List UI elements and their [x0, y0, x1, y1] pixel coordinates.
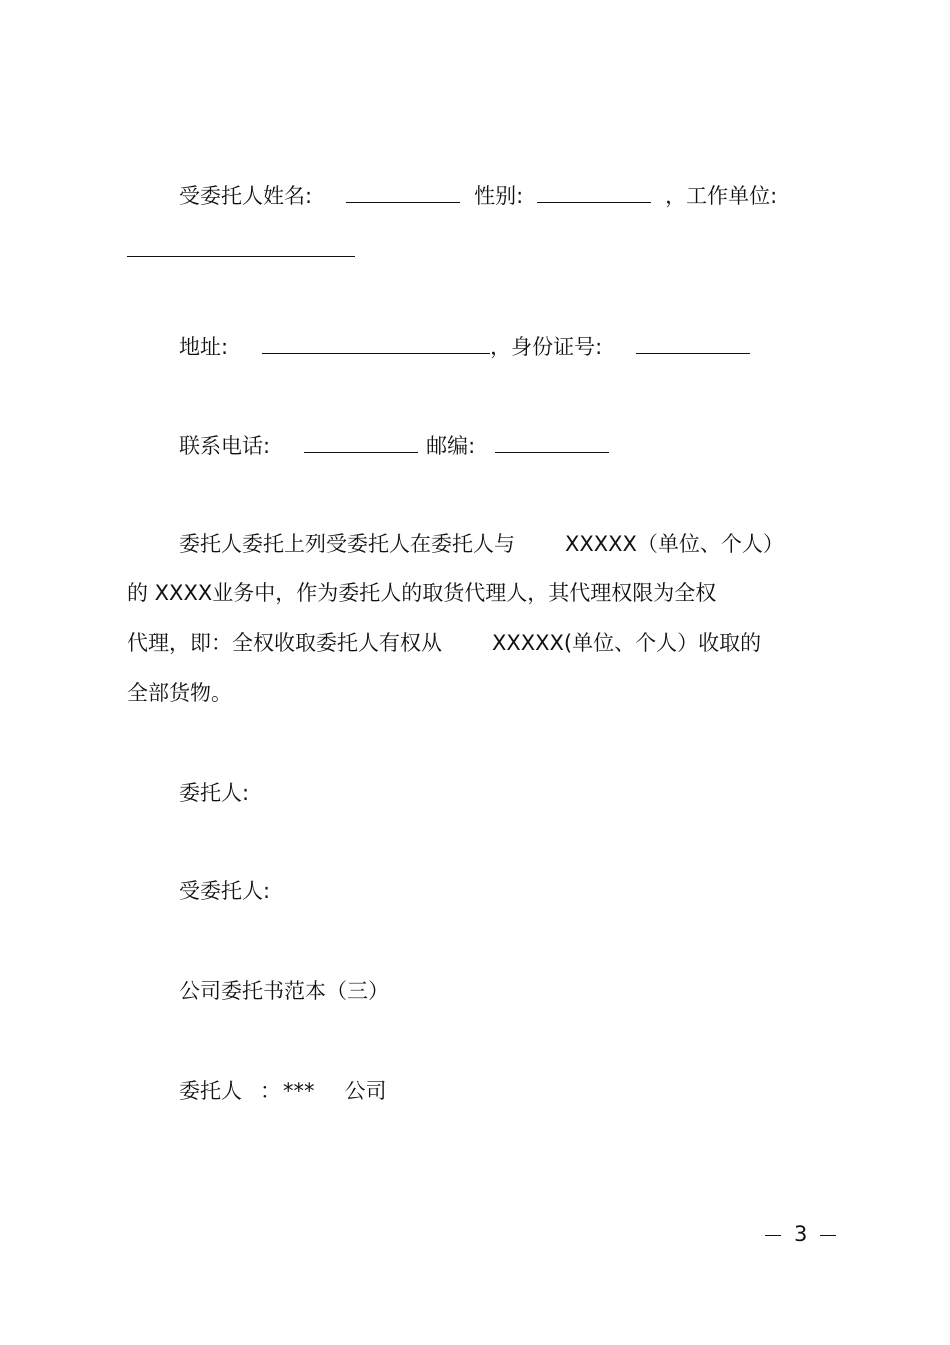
contact-row [179, 434, 609, 457]
principal-label: 委托人 [179, 1079, 242, 1103]
postcode-blank[interactable] [495, 434, 609, 453]
postcode-label: 邮编: [426, 434, 476, 458]
section-title: 公司委托书范本（三） [179, 979, 389, 1003]
principal-colon: ： [260, 1079, 281, 1103]
principal-signature-label: 委托人: [179, 781, 250, 805]
work-unit-blank[interactable] [127, 238, 355, 257]
id-number-blank[interactable] [636, 335, 750, 354]
body-line-1 [179, 534, 784, 555]
agent-signature-label: 受委托人: [179, 879, 271, 903]
agent-info-row [179, 184, 777, 207]
body-line-4 [127, 683, 232, 704]
comma: ， [490, 335, 512, 359]
principal-line [179, 1081, 387, 1102]
dash-left-icon [765, 1235, 781, 1236]
work-unit-blank-row [127, 238, 355, 261]
phone-label: 联系电话: [179, 434, 271, 458]
body-line-1-text: 委托人委托上列受委托人在委托人与 [179, 532, 515, 556]
body-line-1-party: XXXXX（单位、个人） [565, 532, 784, 556]
work-unit-label: 工作单位: [686, 184, 778, 208]
principal-name-mask: *** [283, 1079, 315, 1103]
agent-name-label: 受委托人姓名: [179, 184, 313, 208]
page-number-value: 3 [794, 1222, 808, 1246]
page-number [752, 1224, 849, 1245]
body-line-2-text: 的 XXXX业务中，作为委托人的取货代理人，其代理权限为全权 [127, 581, 717, 605]
body-line-3-party: XXXXX(单位、个人）收取的 [492, 631, 762, 655]
phone-blank[interactable] [304, 434, 418, 453]
id-number-label: 身份证号: [511, 335, 603, 359]
address-blank[interactable] [262, 335, 490, 354]
comma: ， [665, 184, 687, 208]
gender-blank[interactable] [537, 184, 651, 203]
agent-name-blank[interactable] [346, 184, 460, 203]
body-line-3-text: 代理，即：全权收取委托人有权从 [127, 631, 442, 655]
address-row [179, 335, 750, 358]
address-label: 地址: [179, 335, 229, 359]
body-line-4-text: 全部货物。 [127, 681, 232, 705]
principal-company: 公司 [344, 1079, 387, 1103]
gender-label: 性别: [474, 184, 524, 208]
body-line-2 [127, 583, 716, 604]
body-line-3 [127, 633, 761, 654]
dash-right-icon [820, 1235, 836, 1236]
